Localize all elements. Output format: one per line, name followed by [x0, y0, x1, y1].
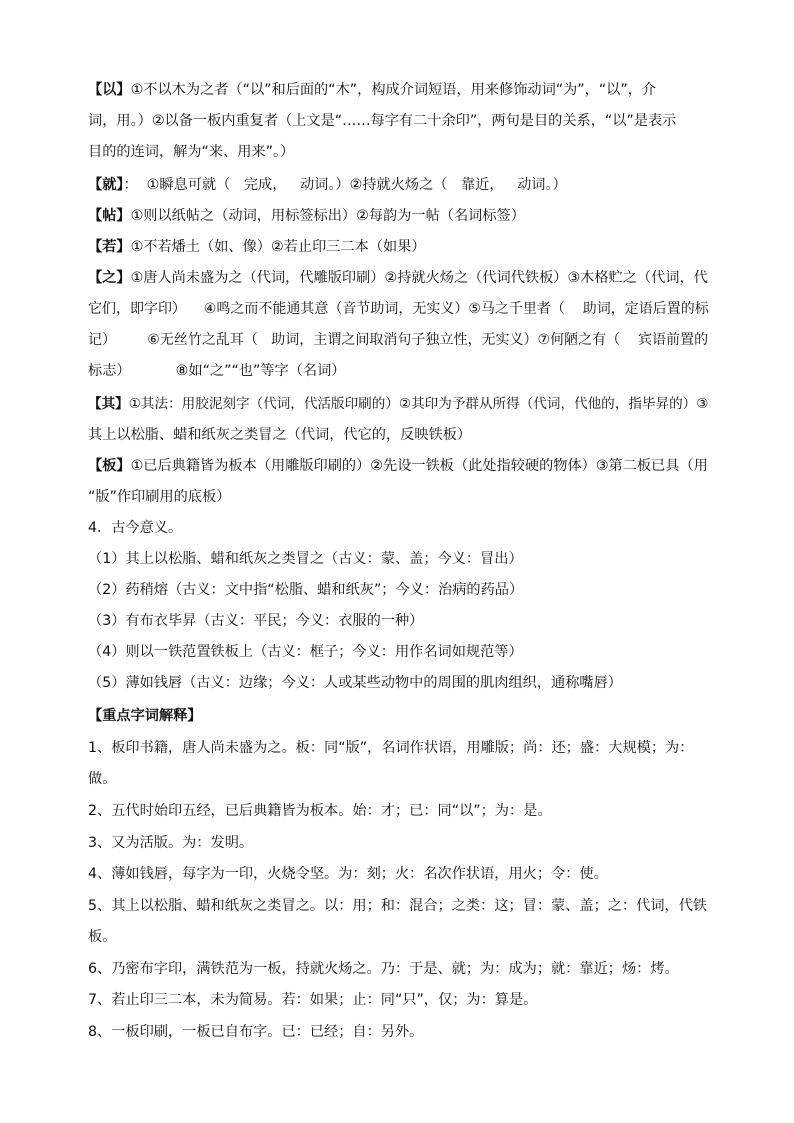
keyword-item-6: 6、乃密布字印，满铁范为一板，持就火炀之。乃：于是、就；为：成为；就：靠近；炀：烤。	[88, 961, 679, 977]
entry-jiu-text: ： ①瞬息可就（ 完成， 动词。）②持就火炀之（ 靠近， 动词。）	[123, 177, 567, 193]
section-4-item-1: （1）其上以松脂、蜡和纸灰之类冒之（古义：蒙、盖；今义：冒出）	[88, 551, 523, 567]
entry-tag-zhi: 【之】	[88, 270, 131, 286]
entry-yi-line-2: 词，用。）②以备一板内重复者（上文是“……每字有二十余印”，两句是目的关系，“以”是表示	[88, 113, 677, 129]
section-4-title: 4．古今意义。	[88, 520, 183, 536]
keyword-item-8: 8、一板印刷，一板已自布字。已：已经；自：另外。	[88, 1024, 424, 1040]
entry-ruo-text: ①不若燔土（如、像）②若止印三二本（如果）	[130, 239, 426, 255]
entry-yi-line-3: 目的的连词，解为“来、用来”。）	[88, 144, 295, 160]
entry-zhi-line-1	[88, 268, 708, 288]
entry-zhi-line-2: 它们，即字印） ④鸣之而不能通其意（音节助词，无实义）⑤马之千里者（ 助词，定语后置的标	[88, 301, 709, 317]
entry-tag-ban: 【板】	[88, 458, 131, 474]
keyword-item-1-line-1: 1、板印书籍，唐人尚未盛为之。板：同“版”，名词作状语，用雕版；尚：还；盛：大规模；为：	[88, 740, 694, 756]
entry-ruo	[88, 237, 426, 257]
entry-tie	[88, 206, 525, 226]
section-4-item-4: （4）则以一铁范置铁板上（古义：框子；今义：用作名词如规范等）	[88, 644, 523, 660]
section-4-item-2: （2）药稍熔（古义：文中指“松脂、蜡和纸灰”；今义：治病的药品）	[88, 582, 524, 598]
entry-ban-line-1	[88, 456, 708, 476]
keyword-item-5-line-1: 5、其上以松脂、蜡和纸灰之类冒之。以：用；和：混合；之类：这；冒：蒙、盖；之：代词，代铁	[88, 898, 708, 914]
entry-zhi-line-4: 标志） ⑧如“之”“也”等字（名词）	[88, 363, 346, 379]
keyword-item-5-line-2: 板。	[88, 929, 117, 945]
section-4-item-3: （3）有布衣毕昇（古义：平民；今义：衣服的一种）	[88, 613, 424, 629]
keywords-heading: 【重点字词解释】	[88, 708, 202, 724]
entry-tag-tie: 【帖】	[88, 208, 131, 224]
keyword-item-4: 4、薄如钱唇，每字为一印，火烧令坚。为：刻；火：名次作状语，用火；令：使。	[88, 866, 608, 882]
keyword-item-2: 2、五代时始印五经，已后典籍皆为板本。始：才；已：同“以”；为：是。	[88, 803, 552, 819]
entry-qi-line-2: 其上以松脂、蜡和纸灰之类冒之（代词，代它的，反映铁板）	[88, 427, 472, 443]
entry-zhi-line-3: 记） ⑥无丝竹之乱耳（ 助词，主谓之间取消句子独立性，无实义）⑦何陋之有（ 宾语前置的	[88, 332, 709, 348]
entry-tag-ruo: 【若】	[88, 239, 131, 255]
entry-tag-qi: 【其】	[88, 396, 129, 412]
entry-yi-text-1: ①不以木为之者（“以”和后面的“木”，构成介词短语，用来修饰动词“为”，“以”，介	[130, 82, 657, 98]
entry-yi-line-1	[88, 80, 656, 100]
entry-ban-text-1: ①已后典籍皆为板本（用雕版印刷的）②先设一铁板（此处指较硬的物体）③第二板已具（用	[130, 458, 708, 474]
keyword-item-1-line-2: 做。	[88, 771, 117, 787]
entry-zhi-text-1: ①唐人尚未盛为之（代词，代雕版印刷）②持就火炀之（代词代铁板）③木格贮之（代词，代	[130, 270, 708, 286]
entry-tag-yi: 【以】	[88, 82, 131, 98]
entry-jiu	[88, 175, 567, 195]
entry-tag-jiu: 【就】	[88, 177, 124, 193]
entry-ban-line-2: “版”作印刷用的底板）	[88, 489, 231, 505]
keyword-item-7: 7、若止印三二本，未为简易。若：如果；止：同“只”，仅；为：算是。	[88, 992, 538, 1008]
section-4-item-5: （5）薄如钱唇（古义：边缘；今义：人或某些动物中的周围的肌肉组织，通称嘴唇）	[88, 675, 622, 691]
entry-qi-line-1	[88, 394, 708, 414]
entry-qi-text-1: ①其法：用胶泥刻字（代词，代活版印刷的）②其印为予群从所得（代词，代他的，指毕昇的）③	[128, 396, 709, 412]
entry-tie-text: ①则以纸帖之（动词，用标签标出）②每韵为一帖（名词标签）	[130, 208, 525, 224]
keyword-item-3: 3、又为活版。为：发明。	[88, 835, 254, 851]
